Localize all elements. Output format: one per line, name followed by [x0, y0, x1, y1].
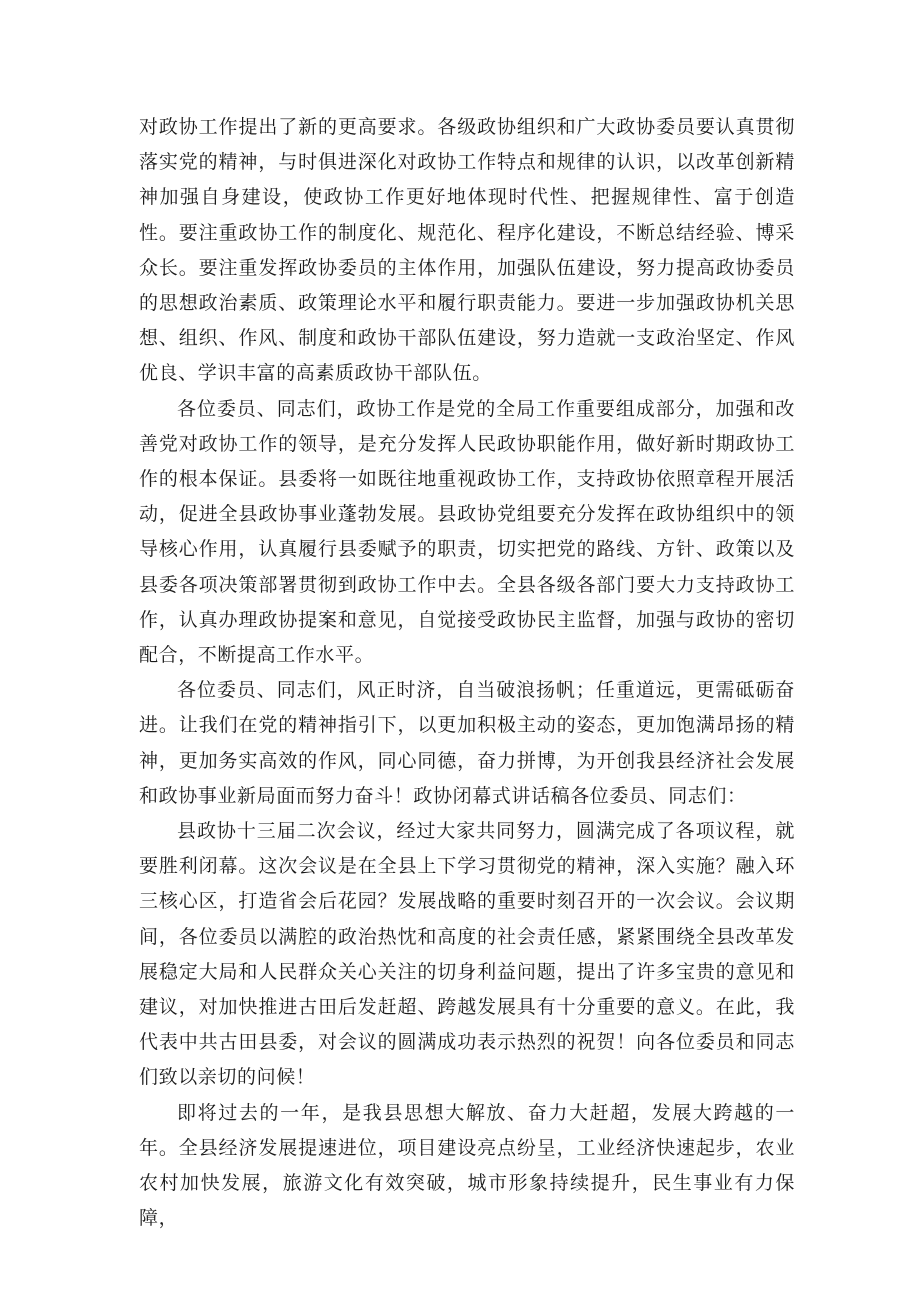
paragraph-1: 对政协工作提出了新的更高要求。各级政协组织和广大政协委员要认真贯彻落实党的精神，与时俱进深化对政协工作特点和规律的认识，以改革创新精神加强自身建设，使政协工作更好地体现时代性、把握规律性、富于创造性。要注重政协工作的制度化、规范化、程序化建设，不断总结经验、博采众长。要注重发挥政协委员的主体作用，加强队伍建设，努力提高政协委员的思想政治素质、政策理论水平和履行职责能力。要进一步加强政协机关思想、组织、作风、制度和政协干部队伍建设，努力造就一支政治坚定、作风优良、学识丰富的高素质政协干部队伍。 [139, 116, 795, 385]
paragraph-4: 县政协十三届二次会议，经过大家共同努力，圆满完成了各项议程，就要胜利闭幕。这次会议是在全县上下学习贯彻党的精神，深入实施？融入环三核心区，打造省会后花园？发展战略的重要时刻召开的一次会议。会议期间，各位委员以满腔的政治热忱和高度的社会责任感，紧紧围绕全县改革发展稳定大局和人民群众关心关注的切身利益问题，提出了许多宝贵的意见和建议，对加快推进古田后发赶超、跨越发展具有十分重要的意义。在此，我代表中共古田县委，对会议的圆满成功表示热烈的祝贺！向各位委员和同志们致以亲切的问候！ [139, 820, 795, 1089]
paragraph-2: 各位委员、同志们，政协工作是党的全局工作重要组成部分，加强和改善党对政协工作的领导，是充分发挥人民政协职能作用，做好新时期政协工作的根本保证。县委将一如既往地重视政协工作，支持政协依照章程开展活动，促进全县政协事业蓬勃发展。县政协党组要充分发挥在政协组织中的领导核心作用，认真履行县委赋予的职责，切实把党的路线、方针、政策以及县委各项决策部署贯彻到政协工作中去。全县各级各部门要大力支持政协工作，认真办理政协提案和意见，自觉接受政协民主监督，加强与政协的密切配合，不断提高工作水平。 [139, 397, 795, 667]
paragraph-5: 即将过去的一年，是我县思想大解放、奋力大赶超，发展大跨越的一年。全县经济发展提速进位，项目建设亮点纷呈，工业经济快速起步，农业农村加快发展，旅游文化有效突破，城市形象持续提升，民生事业有力保障， [139, 1101, 795, 1230]
paragraph-3: 各位委员、同志们，风正时济，自当破浪扬帆；任重道远，更需砥砺奋进。让我们在党的精神指引下，以更加积极主动的姿态，更加饱满昂扬的精神，更加务实高效的作风，同心同德，奋力拼博，为开创我县经济社会发展和政协事业新局面而努力奋斗！政协闭幕式讲话稿各位委员、同志们： [139, 679, 795, 807]
document-body [139, 110, 795, 1237]
